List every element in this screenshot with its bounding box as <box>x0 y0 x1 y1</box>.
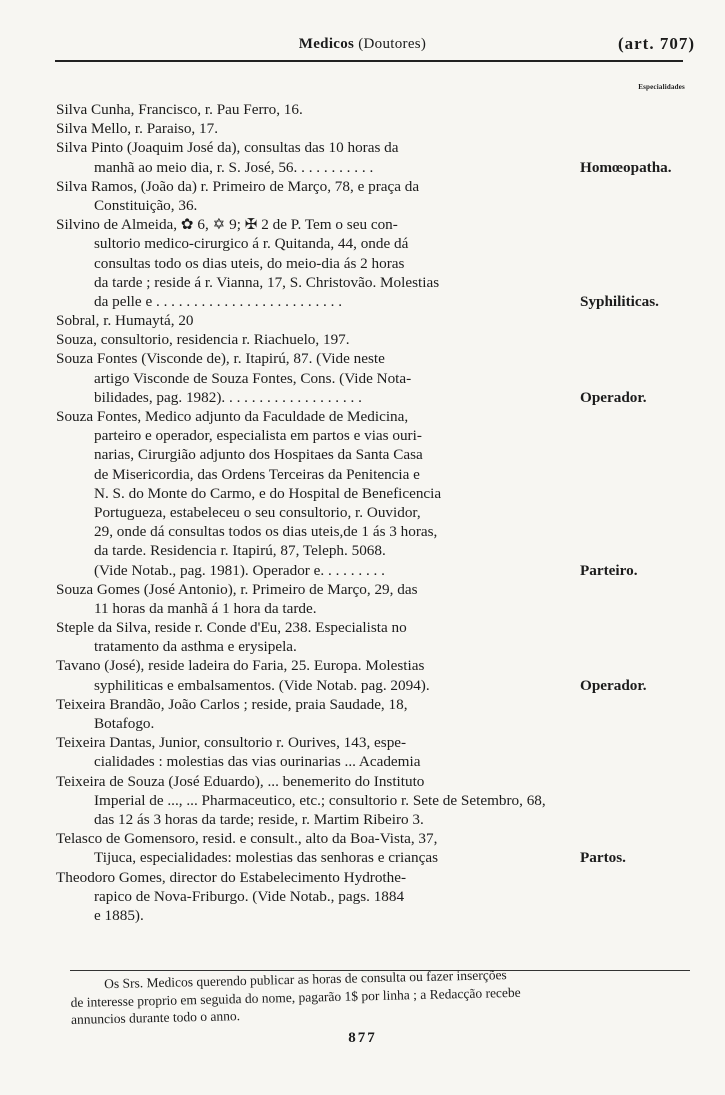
entry-continuation-line: manhã ao meio dia, r. S. José, 56. . . . . . . . . . . <box>94 158 374 176</box>
running-header <box>0 36 725 53</box>
entry-first-line: Silva Mello, r. Paraiso, 17. <box>56 120 218 138</box>
header-title-bold: Medicos <box>298 36 355 52</box>
directory-entry <box>56 407 638 580</box>
entry-continuation-line: (Vide Notab., pag. 1981). Operador e. . . . . . . . . <box>94 561 385 579</box>
entry-continuation-line: 11 horas da manhã á 1 hora da tarde. <box>94 599 317 617</box>
entry-continuation-line: syphiliticas e embalsamentos. (Vide Notab. pag. 2094). <box>94 676 430 694</box>
entry-first-line: Steple da Silva, reside r. Conde d'Eu, 238. Especialista no <box>56 619 407 637</box>
entry-continuation-line: 29, onde dá consultas todos os dias uteis,de 1 ás 3 horas, <box>94 523 438 541</box>
entry-specialty: Homœopatha. <box>580 158 672 176</box>
entry-first-line: Souza, consultorio, residencia r. Riachuelo, 197. <box>56 331 350 349</box>
entry-continuation-line: cialidades : molestias das vias ourinarias ... Academia <box>94 753 421 771</box>
directory-entry <box>56 580 576 618</box>
entry-first-line: Silva Cunha, Francisco, r. Pau Ferro, 16. <box>56 101 303 118</box>
entry-first-line: Silva Ramos, (João da) r. Primeiro de Março, 78, e praça da <box>56 177 420 195</box>
directory-entry <box>56 868 576 926</box>
directory-entry <box>56 695 576 733</box>
footnote <box>70 961 711 1028</box>
entry-continuation-line: e 1885). <box>94 906 144 924</box>
entry-continuation-line: rapico de Nova-Friburgo. (Vide Notab., pags. 1884 <box>94 887 405 905</box>
entry-list <box>0 100 725 925</box>
entry-first-line: Souza Fontes (Visconde de), r. Itapirú, 87. (Vide neste <box>56 350 385 368</box>
entry-specialty: Parteiro. <box>580 561 638 579</box>
entry-first-line: Teixeira Dantas, Junior, consultorio r. Ourives, 143, espe- <box>56 734 407 752</box>
entry-continuation-line: da tarde ; reside á r. Vianna, 17, S. Christovão. Molestias <box>94 273 440 291</box>
directory-entry <box>56 772 576 830</box>
entry-continuation-line: sultorio medico-cirurgico á r. Quitanda, 44, onde dá <box>94 235 409 253</box>
article-number: (art. 707) <box>617 34 695 53</box>
entry-specialty: Operador. <box>580 388 647 406</box>
directory-entry <box>56 733 576 771</box>
page-number: 877 <box>348 1030 377 1046</box>
entry-continuation-line: N. S. do Monte do Carmo, e do Hospital de Beneficencia <box>94 484 442 502</box>
entry-specialty: Operador. <box>580 676 647 694</box>
directory-entry <box>56 330 576 349</box>
directory-entry <box>56 215 659 311</box>
entry-continuation-line: Imperial de ..., ... Pharmaceutico, etc.; consultorio r. Sete de Setembro, 68, <box>94 791 546 809</box>
entry-first-line: Theodoro Gomes, director do Estabelecimento Hydrothe- <box>56 868 407 886</box>
entry-continuation-line: das 12 ás 3 horas da tarde; reside, r. Martim Ribeiro 3. <box>94 810 424 828</box>
entry-continuation-line: tratamento da asthma e erysipela. <box>94 638 297 656</box>
directory-entry <box>56 311 576 330</box>
entry-continuation-line: Portugueza, estabeleceu o seu consultorio, r. Ouvidor, <box>94 503 421 521</box>
entry-continuation-line: da pelle e . . . . . . . . . . . . . . . . . . . . . . . . . <box>94 292 343 310</box>
entry-first-line: Telasco de Gomensoro, resid. e consult., alto da Boa-Vista, 37, <box>56 830 438 848</box>
footnote-line: Os Srs. Medicos querendo publicar as horas de consulta ou fazer inserções <box>104 967 507 992</box>
footnote-line: de interesse proprio em seguida do nome, pagarão 1$ por linha ; a Redacção recebe <box>70 984 521 1010</box>
directory-entry <box>56 349 647 407</box>
entry-continuation-line: de Misericordia, das Ordens Terceiras da Penitencia e <box>94 465 420 483</box>
entry-first-line: Souza Fontes, Medico adjunto da Faculdade de Medicina, <box>56 408 409 425</box>
entry-continuation-line: artigo Visconde de Souza Fontes, Cons. (Vide Nota- <box>94 369 412 387</box>
directory-entry <box>56 829 626 867</box>
directory-entry <box>56 119 576 138</box>
directory-entry <box>56 100 576 119</box>
directory-entry <box>56 656 647 694</box>
entry-continuation-line: Tijuca, especialidades: molestias das senhoras e crianças <box>94 849 439 867</box>
entry-continuation-line: consultas todo os dias uteis, do meio-dia ás 2 horas <box>94 254 405 272</box>
entry-first-line: Tavano (José), reside ladeira do Faria, 25. Europa. Molestias <box>56 657 425 675</box>
directory-entry <box>56 138 672 176</box>
entry-continuation-line: Botafogo. <box>94 715 155 732</box>
entry-first-line: Sobral, r. Humaytá, 20 <box>56 312 194 330</box>
entry-continuation-line: Constituição, 36. <box>94 196 198 214</box>
entry-specialty: Partos. <box>580 849 626 867</box>
entry-first-line: Teixeira de Souza (José Eduardo), ... benemerito do Instituto <box>56 772 425 790</box>
entry-continuation-line: narias, Cirurgião adjunto dos Hospitaes da Santa Casa <box>94 446 423 464</box>
specialties-column-heading: Especialidades <box>638 83 685 91</box>
entry-continuation-line: da tarde. Residencia r. Itapirú, 87, Teleph. 5068. <box>94 542 386 560</box>
entry-continuation-line: parteiro e operador, especialista em partos e vias ouri- <box>94 427 422 445</box>
entry-first-line: Silvino de Almeida, ✿ 6, ✡ 9; ✠ 2 de P. Tem o seu con- <box>56 216 398 234</box>
footnote-line: annuncios durante todo o anno. <box>70 1008 241 1027</box>
directory-entry <box>56 177 576 215</box>
entry-specialty: Syphiliticas. <box>580 292 659 310</box>
directory-entry <box>56 618 576 656</box>
header-title-rest: (Doutores) <box>354 36 427 52</box>
entry-first-line: Teixeira Brandão, João Carlos ; reside, praia Saudade, 18, <box>56 695 408 713</box>
header-rule <box>55 60 683 62</box>
entry-first-line: Souza Gomes (José Antonio), r. Primeiro de Março, 29, das <box>56 580 418 598</box>
entry-continuation-line: bilidades, pag. 1982). . . . . . . . . . . . . . . . . . . <box>94 388 362 406</box>
entry-first-line: Silva Pinto (Joaquim José da), consultas das 10 horas da <box>56 139 399 157</box>
